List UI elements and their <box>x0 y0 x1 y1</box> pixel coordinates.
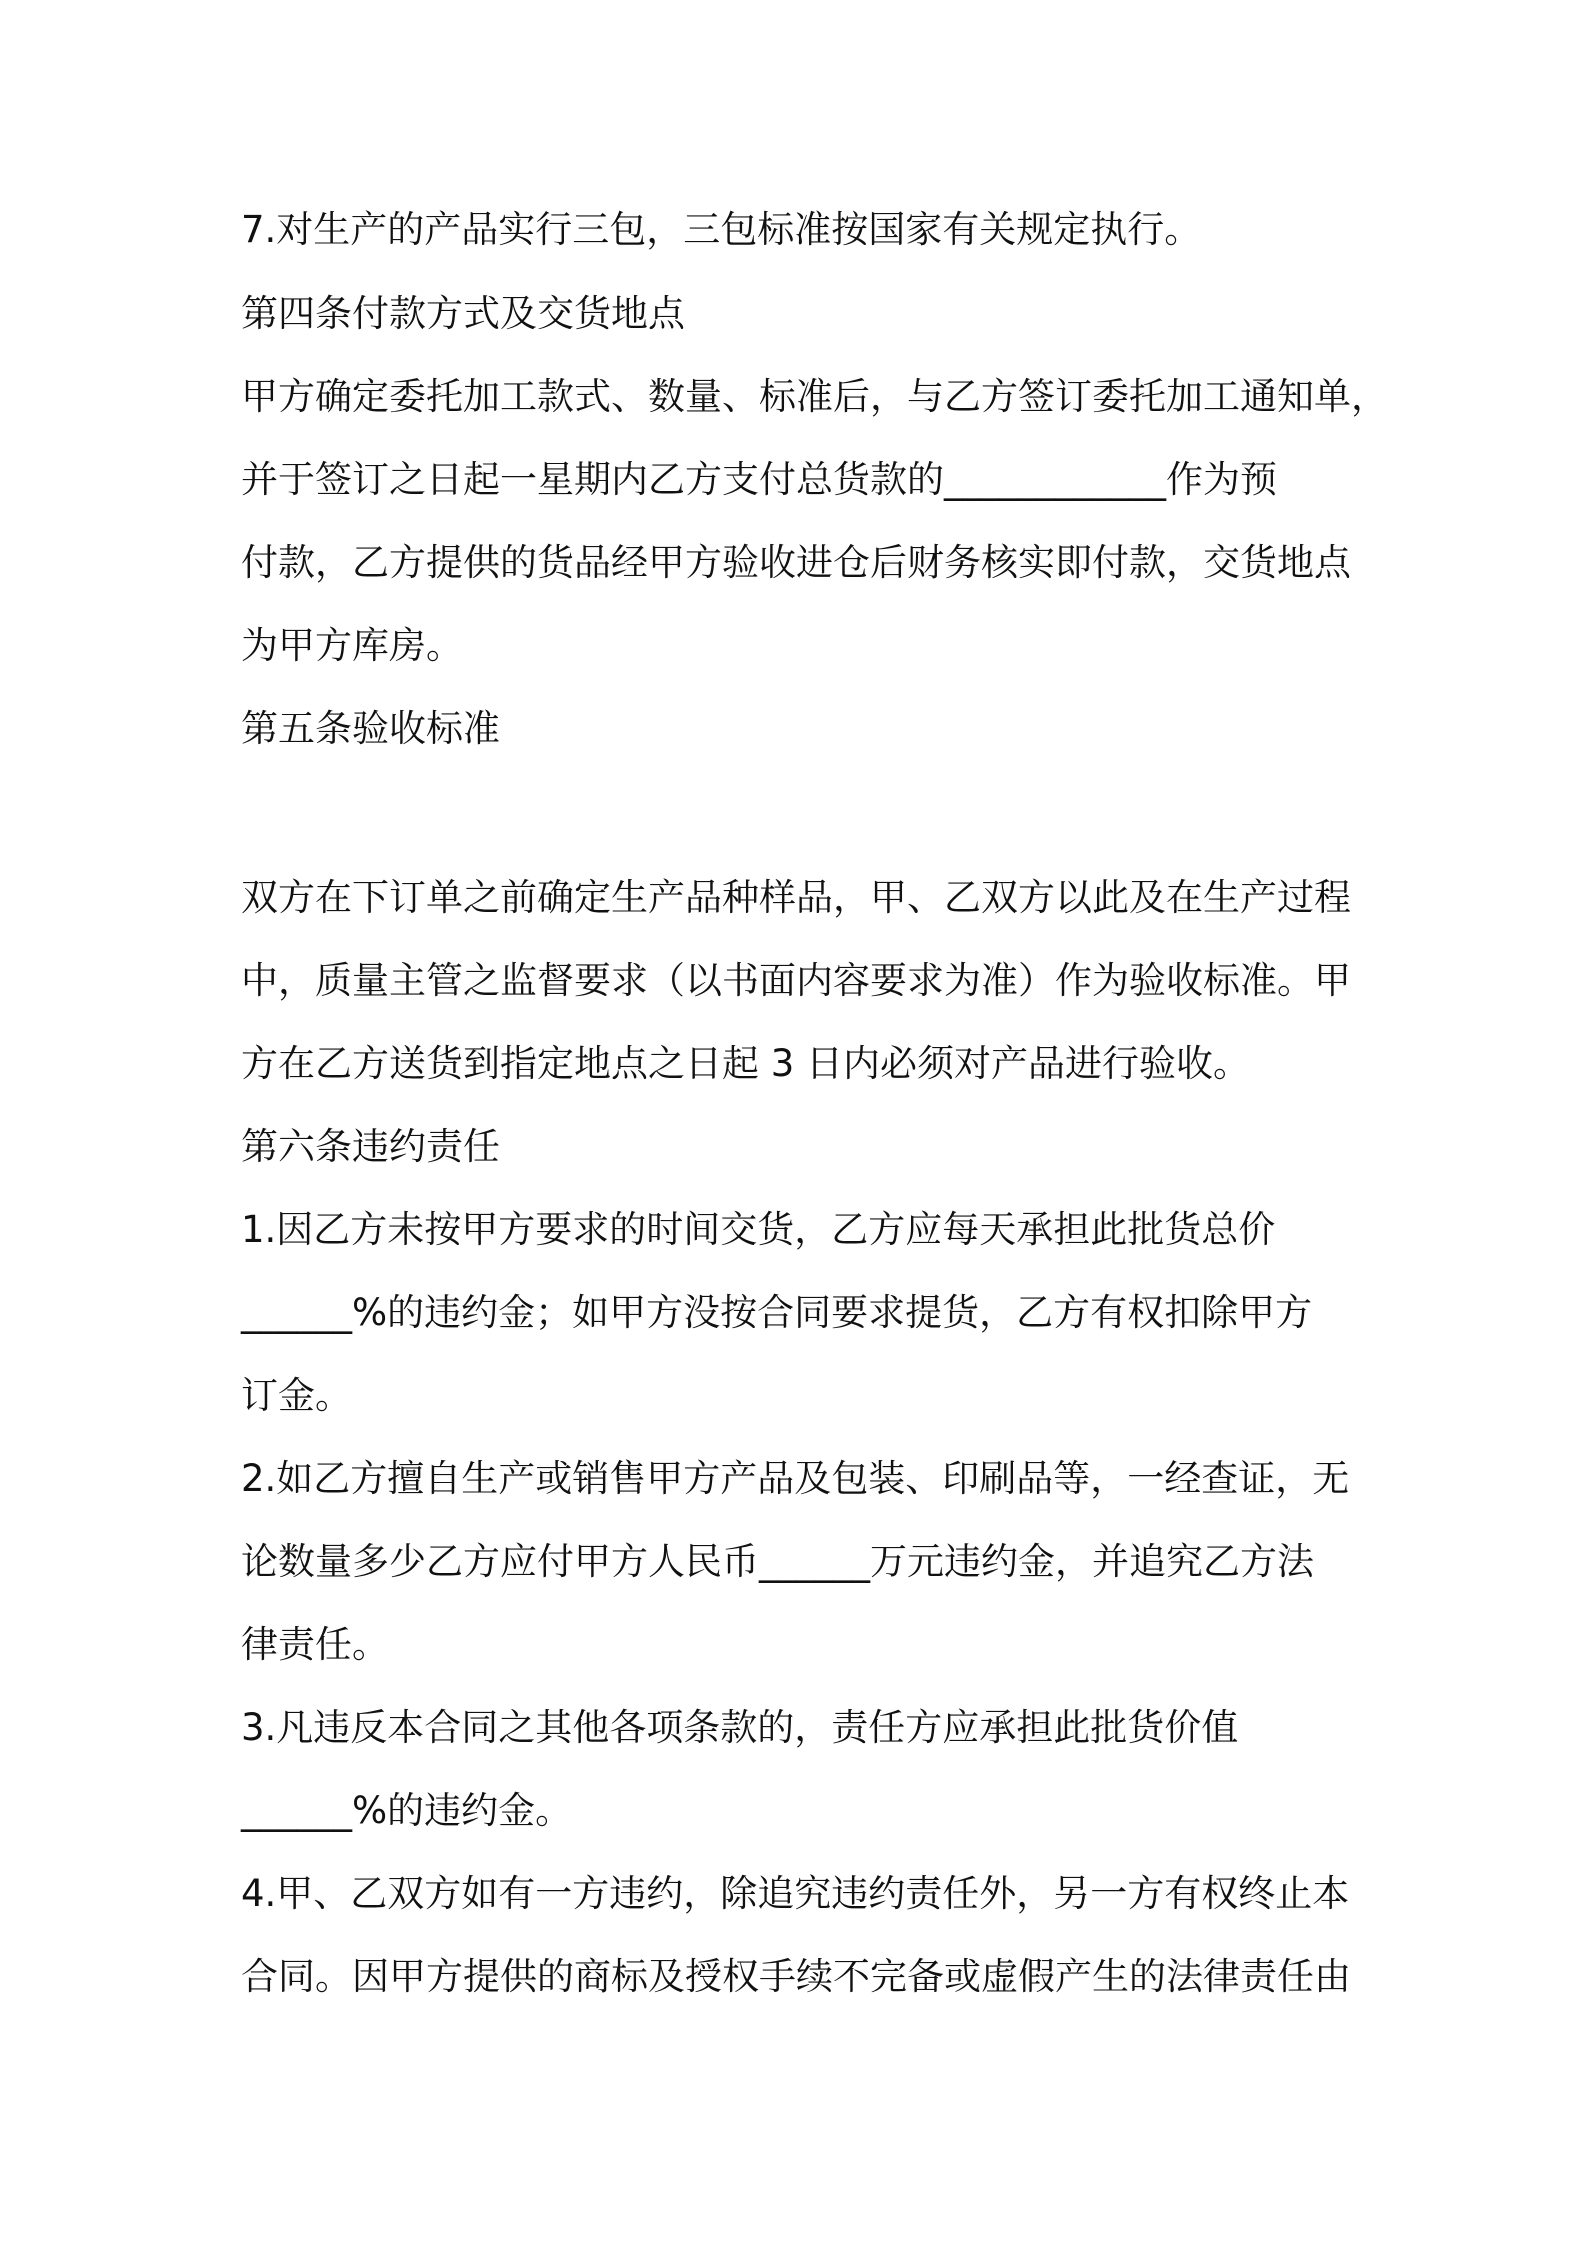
article-6-item-4-line-2: 合同。因甲方提供的商标及授权手续不完备或虚假产生的法律责任由 <box>241 1955 1351 1998</box>
article-6-item-1-line-2: ______%的违约金；如甲方没按合同要求提货，乙方有权扣除甲方 <box>241 1291 1313 1334</box>
article-4-text-line-4: 为甲方库房。 <box>241 624 463 667</box>
article-4-heading: 第四条付款方式及交货地点 <box>241 292 685 335</box>
article-6-heading: 第六条违约责任 <box>241 1125 500 1168</box>
article-6-item-2-line-3: 律责任。 <box>241 1623 389 1666</box>
article-4-text-line-1: 甲方确定委托加工款式、数量、标准后，与乙方签订委托加工通知单， <box>241 375 1388 418</box>
article-5-text-line-3: 方在乙方送货到指定地点之日起 3 日内必须对产品进行验收。 <box>241 1042 1251 1085</box>
article-4-text-line-3: 付款，乙方提供的货品经甲方验收进仓后财务核实即付款，交货地点 <box>241 541 1351 584</box>
article-6-item-4-line-1: 4.甲、乙双方如有一方违约，除追究违约责任外，另一方有权终止本 <box>241 1872 1350 1915</box>
article-6-item-2-line-2: 论数量多少乙方应付甲方人民币______万元违约金，并追究乙方法 <box>241 1540 1314 1583</box>
article-4-text-line-2: 并于签订之日起一星期内乙方支付总货款的____________作为预 <box>241 458 1277 501</box>
article-6-item-1-line-1: 1.因乙方未按甲方要求的时间交货，乙方应每天承担此批货总价 <box>241 1208 1276 1251</box>
article-6-item-1-line-3: 订金。 <box>241 1374 352 1417</box>
article-6-item-3-line-2: ______%的违约金。 <box>241 1789 573 1832</box>
clause-3-item-7: 7.对生产的产品实行三包，三包标准按国家有关规定执行。 <box>241 208 1202 251</box>
article-6-item-2-line-1: 2.如乙方擅自生产或销售甲方产品及包装、印刷品等，一经查证，无 <box>241 1457 1350 1500</box>
article-5-text-line-2: 中，质量主管之监督要求（以书面内容要求为准）作为验收标准。甲 <box>241 959 1351 1002</box>
article-5-text-line-1: 双方在下订单之前确定生产品种样品，甲、乙双方以此及在生产过程 <box>241 876 1351 919</box>
article-5-heading: 第五条验收标准 <box>241 707 500 750</box>
article-6-item-3-line-1: 3.凡违反本合同之其他各项条款的，责任方应承担此批货价值 <box>241 1706 1239 1749</box>
